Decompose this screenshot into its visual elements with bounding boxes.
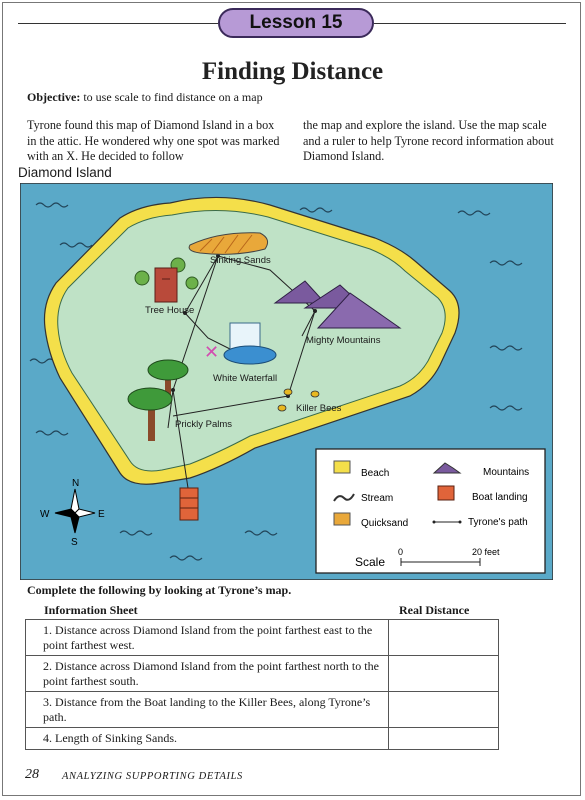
objective-label: Objective:	[27, 90, 81, 104]
scale-max: 20 feet	[472, 547, 500, 557]
scale-label: Scale	[355, 555, 386, 569]
header-rule-right	[374, 23, 566, 24]
answer-cell[interactable]	[389, 728, 499, 750]
label-killer-bees: Killer Bees	[296, 403, 342, 414]
legend-mountains: Mountains	[483, 467, 530, 478]
information-sheet-table	[25, 619, 499, 750]
answer-cell[interactable]	[389, 656, 499, 692]
question-row	[26, 692, 499, 728]
footer-section: ANALYZING SUPPORTING DETAILS	[62, 771, 243, 782]
label-white-waterfall: White Waterfall	[213, 373, 278, 384]
legend-quicksand: Quicksand	[361, 518, 409, 529]
question-text: 4. Length of Sinking Sands.	[26, 728, 389, 750]
legend-tyrones-path: Tyrone's path	[468, 517, 528, 528]
legend-boat-swatch	[438, 486, 454, 500]
map-legend	[316, 449, 545, 573]
legend-quicksand-swatch	[334, 513, 350, 525]
label-prickly-palms: Prickly Palms	[175, 419, 233, 430]
question-text: 1. Distance across Diamond Island from the point farthest east to the point farthest west.	[26, 620, 389, 656]
intro-text-left: Tyrone found this map of Diamond Island in a box in the attic. He wondered why one spot was marked with an X. He decided to follow	[27, 118, 280, 163]
column-header-real-distance: Real Distance	[399, 603, 470, 617]
map-figure	[20, 183, 553, 585]
answer-cell[interactable]	[389, 620, 499, 656]
compass-w: W	[40, 509, 50, 520]
question-row	[26, 728, 499, 750]
x-mark-icon: ✕	[204, 342, 220, 362]
question-text: 2. Distance across Diamond Island from the point farthest north to the point farthest south.	[26, 656, 389, 692]
question-text: 3. Distance from the Boat landing to the Killer Bees, along Tyrone’s path.	[26, 692, 389, 728]
exercise-instruction: Complete the following by looking at Tyrone’s map.	[27, 583, 292, 597]
legend-stream: Stream	[361, 493, 394, 504]
objective-text: to use scale to find distance on a map	[83, 90, 263, 104]
compass-e: E	[98, 509, 105, 520]
question-row	[26, 620, 499, 656]
map-title: Diamond Island	[18, 165, 112, 180]
header-rule-left	[18, 23, 218, 24]
compass-n: N	[72, 478, 80, 489]
legend-beach-swatch	[334, 461, 350, 473]
compass-s: S	[71, 537, 78, 548]
lesson-badge	[218, 8, 374, 38]
boat-landing-icon	[180, 488, 198, 520]
page-title: Finding Distance	[201, 58, 384, 85]
column-header-information: Information Sheet	[44, 603, 138, 617]
scale-zero: 0	[398, 547, 404, 557]
intro-text-right: the map and explore the island. Use the map scale and a ruler to help Tyrone record information about Diamond Island.	[303, 118, 554, 163]
answer-cell[interactable]	[389, 692, 499, 728]
legend-beach: Beach	[361, 468, 390, 479]
page-number: 28	[25, 767, 39, 782]
question-row	[26, 656, 499, 692]
legend-boat-landing: Boat landing	[472, 492, 528, 503]
objective	[27, 90, 263, 105]
label-tree-house: Tree House	[145, 305, 195, 316]
diamond-island-map	[20, 183, 553, 580]
lesson-label: Lesson 15	[249, 12, 343, 33]
label-sinking-sands: Sinking Sands	[210, 255, 271, 266]
label-mighty-mountains: Mighty Mountains	[306, 335, 381, 346]
